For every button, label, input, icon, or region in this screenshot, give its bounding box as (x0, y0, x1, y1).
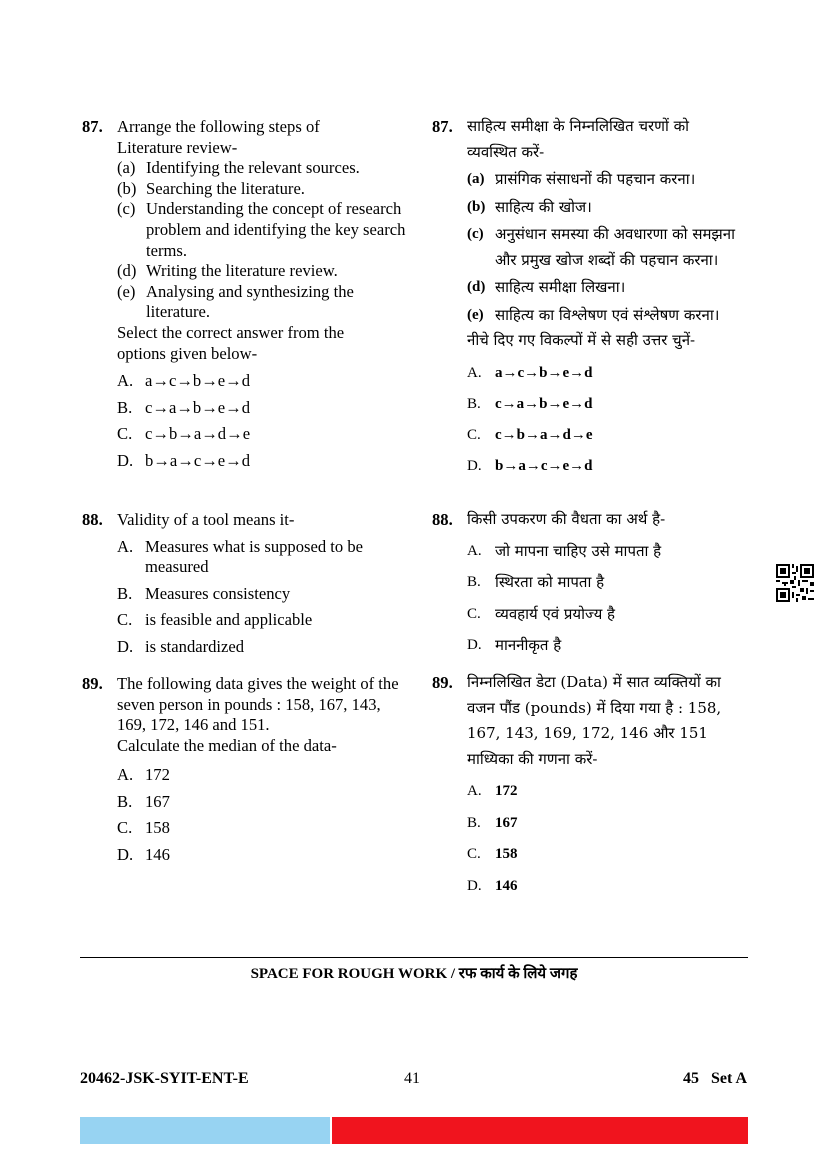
question-stem: निम्नलिखित डेटा (Data) में सात व्यक्तियों का वजन पौंड (pounds) में दिया गया है : 158, 167, 143, 169, 172, 146 और 151 (467, 673, 722, 742)
question-stem: Validity of a tool means it- (117, 510, 295, 529)
question-88-hi (432, 507, 752, 662)
option-b[interactable]: B. 167 (467, 814, 518, 831)
options-list (117, 537, 412, 658)
question-stem: Arrange the following steps of Literature review- (117, 117, 320, 157)
options-list (117, 762, 412, 868)
option-a[interactable]: A. a→c→b→e→d (467, 364, 593, 381)
list-item: (b) Searching the literature. (117, 178, 305, 198)
footer-bar-right (332, 1117, 748, 1144)
option-c[interactable]: C. is feasible and applicable (117, 610, 313, 630)
footer-bar-left (80, 1117, 330, 1144)
question-stem: The following data gives the weight of the seven person in pounds : 158, 167, 143, 169, 172, 146 and 151. (117, 674, 399, 735)
question-instruction: माध्यिका की गणना करें- (467, 749, 598, 768)
list-item: (e) साहित्य का विश्लेषण एवं संश्लेषण करना। (467, 305, 720, 324)
page-number: 41 (404, 1070, 420, 1087)
option-a[interactable]: A. 172 (117, 765, 170, 785)
options-list (467, 776, 752, 902)
option-d[interactable]: D. 146 (117, 844, 170, 864)
question-instruction: Select the correct answer from the options given below- (117, 322, 345, 363)
option-c[interactable]: C. 158 (467, 846, 518, 862)
question-stem: किसी उपकरण की वैधता का अर्थ है- (467, 510, 666, 528)
option-d[interactable]: D. is standardized (117, 636, 245, 656)
rough-work-label: SPACE FOR ROUGH WORK / रफ कार्य के लिये जगह (250, 966, 578, 982)
question-number: 88. (432, 510, 453, 529)
option-b[interactable]: B. 167 (117, 791, 170, 811)
option-c[interactable]: C. 158 (117, 818, 170, 838)
question-number: 88. (82, 510, 103, 529)
option-b[interactable]: B. c→a→b→e→d (467, 395, 593, 412)
list-item: (a) Identifying the relevant sources. (117, 158, 360, 178)
option-b[interactable]: B. c→a→b→e→d (117, 397, 251, 417)
question-89-en (82, 674, 412, 868)
question-number: 89. (432, 673, 453, 692)
list-item: (e) Analysing and synthesizing the literature. (117, 281, 354, 322)
option-d[interactable]: D. b→a→c→e→d (467, 457, 593, 474)
list-item: (d) Writing the literature review. (117, 261, 338, 281)
list-item: (c) अनुसंधान समस्या की अवधारणा को समझना और प्रमुख खोज शब्दों की पहचान करना। (467, 225, 735, 269)
option-c[interactable]: C. c→b→a→d→e (117, 424, 251, 444)
option-a[interactable]: A. Measures what is supposed to be measured (117, 536, 363, 577)
option-d[interactable]: D. 146 (467, 877, 518, 894)
option-a[interactable]: A. जो मापना चाहिए उसे मापता है (467, 541, 662, 560)
options-list (117, 368, 412, 474)
set-label: 45 Set A (683, 1070, 747, 1087)
option-b[interactable]: B. Measures consistency (117, 583, 291, 603)
list-item: (a) प्रासंगिक संसाधनों की पहचान करना। (467, 170, 696, 188)
question-89-hi (432, 670, 752, 902)
option-d[interactable]: D. माननीकृत है (467, 636, 562, 654)
option-c[interactable]: C. c→b→a→d→e (467, 426, 593, 443)
list-item: (b) साहित्य की खोज। (467, 197, 592, 216)
question-number: 87. (82, 117, 103, 136)
english-column (82, 117, 412, 474)
option-b[interactable]: B. स्थिरता को मापता है (467, 573, 605, 591)
option-a[interactable]: A. 172 (467, 783, 518, 799)
paper-code: 20462-JSK-SYIT-ENT-E (80, 1070, 249, 1087)
question-number: 87. (432, 117, 453, 136)
rough-work-divider (80, 957, 748, 958)
question-number: 89. (82, 674, 103, 693)
options-list (467, 358, 752, 482)
question-stem: साहित्य समीक्षा के निम्नलिखित चरणों को व्यवस्थित करें- (467, 117, 690, 161)
options-list (467, 536, 752, 662)
qr-code-icon (776, 564, 814, 602)
question-87-hi (432, 114, 752, 482)
option-a[interactable]: A. a→c→b→e→d (117, 371, 251, 391)
option-d[interactable]: D. b→a→c→e→d (117, 450, 251, 470)
list-item: (c) Understanding the concept of research problem and identifying the key search terms. (117, 199, 406, 260)
question-88-en (82, 510, 412, 658)
question-87-en (82, 117, 412, 474)
option-c[interactable]: C. व्यवहार्य एवं प्रयोज्य है (467, 604, 616, 623)
question-instruction: नीचे दिए गए विकल्पों में से सही उत्तर चुनें- (467, 331, 696, 349)
list-item: (d) साहित्य समीक्षा लिखना। (467, 278, 626, 296)
question-instruction: Calculate the median of the data- (117, 735, 337, 755)
